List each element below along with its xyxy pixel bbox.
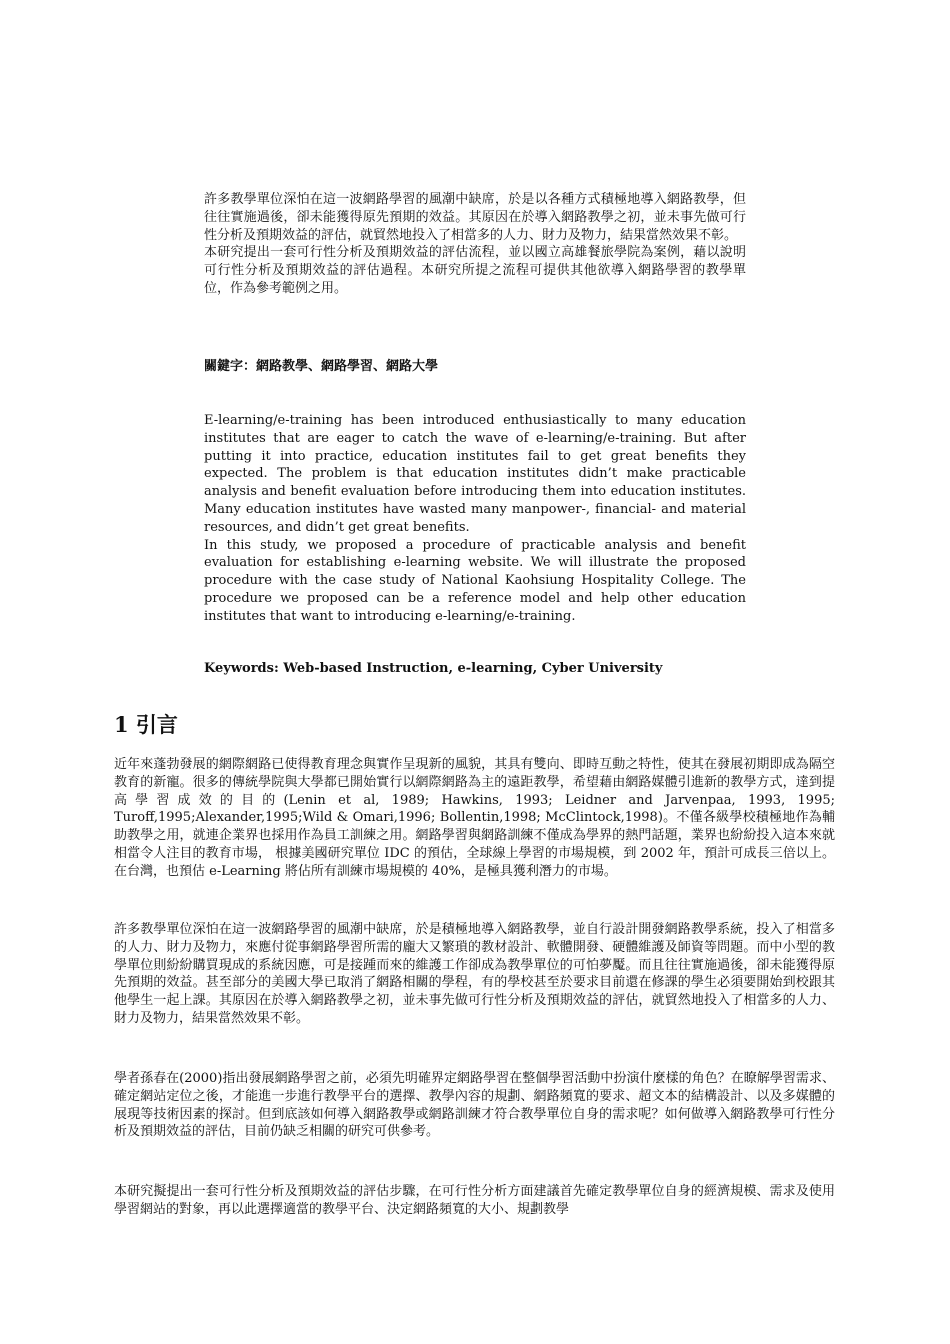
abstract-zh (204, 191, 746, 298)
abstract-en-paragraph: In this study, we proposed a procedure of practicable analysis and benefit evaluation for establishing e-learning website. We will illustrate the proposed procedure with the case study of National Kaohsiung Hospitality College. The procedure we proposed can be a reference model and help other education institutes that want to introducing e-learning/e-training. (204, 537, 746, 624)
keywords-zh (204, 358, 746, 376)
body-paragraph: 許多教學單位深怕在這一波網路學習的風潮中缺席，於是積極地導入網路教學，並自行設計開發網路教學系統，投入了相當多的人力、財力及物力，來應付從事網路學習所需的龐大又繁瑣的教材設計、軟體開發、硬體維護及師資等問題。而中小型的教學單位則紛紛購買現成的系統因應，可是接踵而來的維護工作卻成為教學單位的可怕夢魘。而且往往實施過後，卻未能獲得原先預期的效益。甚至部分的美國大學已取消了網路相關的學程，有的學校甚至於要求目前還在修課的學生必須要開始到校跟其他學生一起上課。其原因在於導入網路教學之初，並未事先做可行性分析及預期效益的評估，就貿然地投入了相當多的人力、財力及物力，結果當然效果不彰。 (114, 922, 835, 1026)
keywords-zh-label: 關鍵字： (204, 359, 257, 374)
abstract-zh-paragraph: 許多教學單位深怕在這一波網路學習的風潮中缺席，於是以各種方式積極地導入網路教學，但往往實施過後，卻未能獲得原先預期的效益。其原因在於導入網路教學之初，並未事先做可行性分析及預期效益的評估，就貿然地投入了相當多的人力、財力及物力，結果當然效果不彰。 (204, 192, 746, 243)
body-paragraph: 近年來蓬勃發展的網際網路已使得教育理念與實作呈現新的風貌，其具有雙向、即時互動之特性，使其在發展初期即成為隔空教育的新寵。很多的傳統學院與大學都已開始實行以網際網路為主的遠距教學，希望藉由網路媒體引進新的教學方式，達到提高學習成效的目的(Lenin et al, 1989; Hawkins, 1993; Leidner and Jarvenpaa, 1993, 1995; Turoff,1995;Alexander,1995;Wild & Omari,1996; Bollentin,1998; McClintock,1998)。不僅各級學校積極地作為輔助教學之用，就連企業界也採用作為員工訓練之用。網路學習與網路訓練不僅成為學界的熱門話題，業界也紛紛投入這本來就相當令人注目的教育市場， 根據美國研究單位 IDC 的預估，全球線上學習的市場規模，到 2002 年，預計可成長三倍以上。在台灣，也預估 e-Learning 將佔所有訓練市場規模的 40%，是極具獲利潛力的市場。 (114, 757, 835, 879)
keywords-en-terms: Web-based Instruction, e-learning, Cyber University (283, 661, 663, 676)
keywords-zh-terms: 網路教學、網路學習、網路大學 (256, 359, 439, 374)
keywords-en (204, 660, 746, 678)
abstract-en (204, 412, 746, 626)
keywords-en-label: Keywords: (204, 661, 284, 676)
abstract-en-paragraph: E-learning/e-training has been introduced enthusiastically to many education institutes that are eager to catch the wave of e-learning/e-training. But after putting it into practice, education institutes fail to get great benefits they expected. The problem is that education institutes didn’t make practicable analysis and benefit evaluation before introducing them into education institutes. Many education institutes have wasted many manpower-, financial- and material resources, and didn’t get great benefits. (204, 413, 746, 535)
abstract-zh-paragraph: 本研究提出一套可行性分析及預期效益的評估流程，並以國立高雄餐旅學院為案例，藉以說明可行性分析及預期效益的評估過程。本研究所提之流程可提供其他欲導入網路學習的教學單位，作為參考範例之用。 (204, 245, 746, 296)
body-paragraph: 學者孫春在(2000)指出發展網路學習之前，必須先明確界定網路學習在整個學習活動中扮演什麼樣的角色？在瞭解學習需求、確定網站定位之後，才能進一步進行教學平台的選擇、教學內容的規劃、網路頻寬的要求、超文本的結構設計、以及多媒體的展現等技術因素的探討。但到底該如何導入網路教學或網路訓練才符合教學單位自身的需求呢？如何做導入網路教學可行性分析及預期效益的評估，目前仍缺乏相關的研究可供參考。 (114, 1071, 835, 1140)
body-paragraph: 本研究擬提出一套可行性分析及預期效益的評估步驟，在可行性分析方面建議首先確定教學單位自身的經濟規模、需求及使用學習網站的對象，再以此選擇適當的教學平台、決定網路頻寬的大小、規劃教學 (114, 1184, 835, 1217)
section-heading: 1 引言 (114, 712, 178, 737)
